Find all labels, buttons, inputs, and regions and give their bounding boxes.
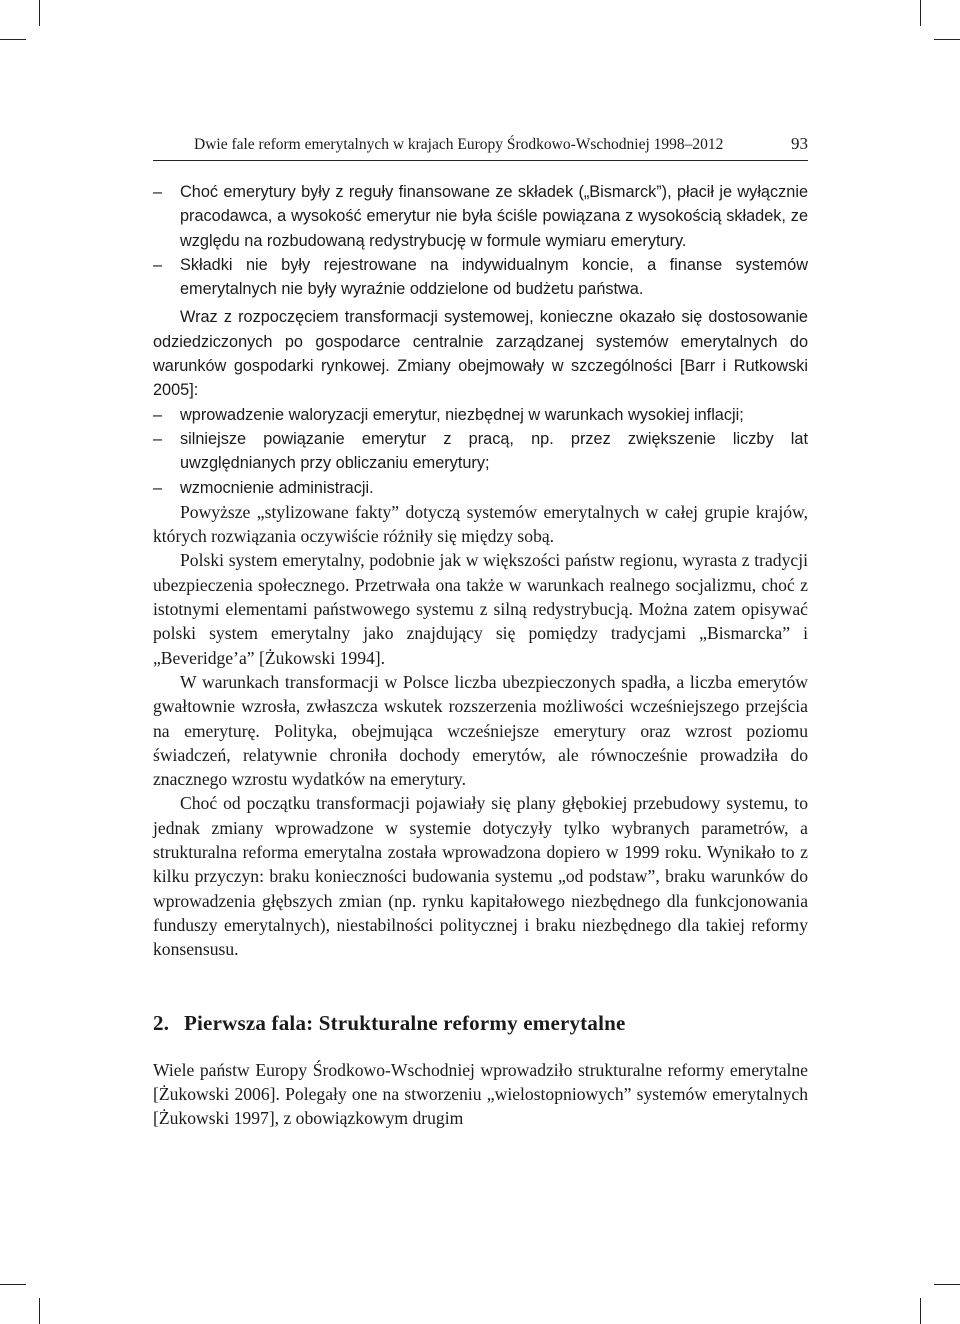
crop-mark [920, 1298, 921, 1324]
crop-mark [39, 1298, 40, 1324]
paragraph: Wraz z rozpoczęciem transformacji systemowej, konieczne okazało się dostosowanie odziedziczonych po gospodarce centralnie zarządzanej systemów emerytalnych do warunków gospodarki rynkowej. Zmiany obejmowały w szczególności [Barr i Rutkowski 2005]: [153, 308, 808, 400]
list-item: – Składki nie były rejestrowane na indywidualnym koncie, a finanse systemów emerytalnych nie były wyraźnie oddzielone od budżetu państwa. [153, 253, 808, 302]
crop-mark [934, 1284, 960, 1285]
header-title: Dwie fale reform emerytalnych w krajach Europy Środkowo-Wschodniej 1998–2012 [194, 136, 724, 153]
paragraph: Wiele państw Europy Środkowo-Wschodniej wprowadziło strukturalne reformy emerytalne [Żukowski 2006]. Polegały one na stworzeniu „wielostopniowych” systemów emerytalnych [Żukowski 1997], z obowiązkowym drugim [153, 1059, 808, 1129]
bullet-list-1 [153, 180, 808, 301]
list-item: – wzmocnienie administracji. [153, 476, 808, 500]
paragraph: Polski system emerytalny, podobnie jak w większości państw regionu, wyrasta z tradycji ubezpieczenia społecznego. Przetrwała ona także w warunkach realnego socjalizmu, choć z istotnymi elementami państwowego systemu z silną redystrybucją. Można zatem opisywać polski system emerytalny jako znajdujący się pomiędzy tradycjami „Bismarcka” i „Beveridge’a” [Żukowski 1994]. [153, 550, 808, 668]
section-heading-wrap [153, 1010, 808, 1036]
section-title: Pierwsza fala: Strukturalne reformy emerytalne [184, 1010, 626, 1035]
paragraph: W warunkach transformacji w Polsce liczba ubezpieczonych spadła, a liczba emerytów gwałtownie wzrosła, zwłaszcza wskutek rozszerzenia możliwości wcześniejszego przejścia na emeryturę. Polityka, obejmująca wcześniejsze emerytury oraz wzrost poziomu świadczeń, relatywnie chroniła dochody emerytów, ale równocześnie prowadziła do znacznego wzrostu wydatków na emerytury. [153, 671, 808, 790]
section-number: 2. [153, 1010, 170, 1035]
crop-mark [0, 39, 26, 40]
page-body [153, 180, 808, 1130]
crop-mark [920, 0, 921, 26]
crop-mark [0, 1284, 26, 1285]
list-item: – Choć emerytury były z reguły finansowane ze składek („Bismarck”), płacił je wyłącznie pracodawca, a wysokość emerytur nie była ściśle powiązana z wysokością składek, ze względu na rozbudowaną redystrybucję w formule wymiaru emerytury. [153, 180, 808, 253]
paragraph: Powyższe „stylizowane fakty” dotyczą systemów emerytalnych w całej grupie krajów, których rozwiązania oczywiście różniły się między sobą. [153, 501, 808, 547]
list-item: – silniejsze powiązanie emerytur z pracą, np. przez zwiększenie liczby lat uwzględnianych przy obliczaniu emerytury; [153, 427, 808, 476]
crop-mark [934, 39, 960, 40]
bullet-list-2 [153, 403, 808, 500]
crop-mark [39, 0, 40, 26]
running-header [153, 134, 808, 161]
page-number: 93 [791, 134, 808, 153]
paragraph: Choć od początku transformacji pojawiały się plany głębokiej przebudowy systemu, to jednak zmiany wprowadzone w systemie dotyczyły tylko wybranych parametrów, a strukturalna reforma emerytalna została wprowadzona dopiero w 1999 roku. Wynikało to z kilku przyczyn: braku konieczności budowania systemu „od podstaw”, braku warunków do wprowadzenia głębszych zmian (np. rynku kapitałowego niezbędnego dla funkcjonowania funduszy emerytalnych), niestabilności politycznej i braku niezbędnego dla takiej reformy konsensusu. [153, 793, 808, 960]
section-heading [153, 1010, 808, 1036]
list-item: – wprowadzenie waloryzacji emerytur, niezbędnej w warunkach wysokiej inflacji; [153, 403, 808, 427]
